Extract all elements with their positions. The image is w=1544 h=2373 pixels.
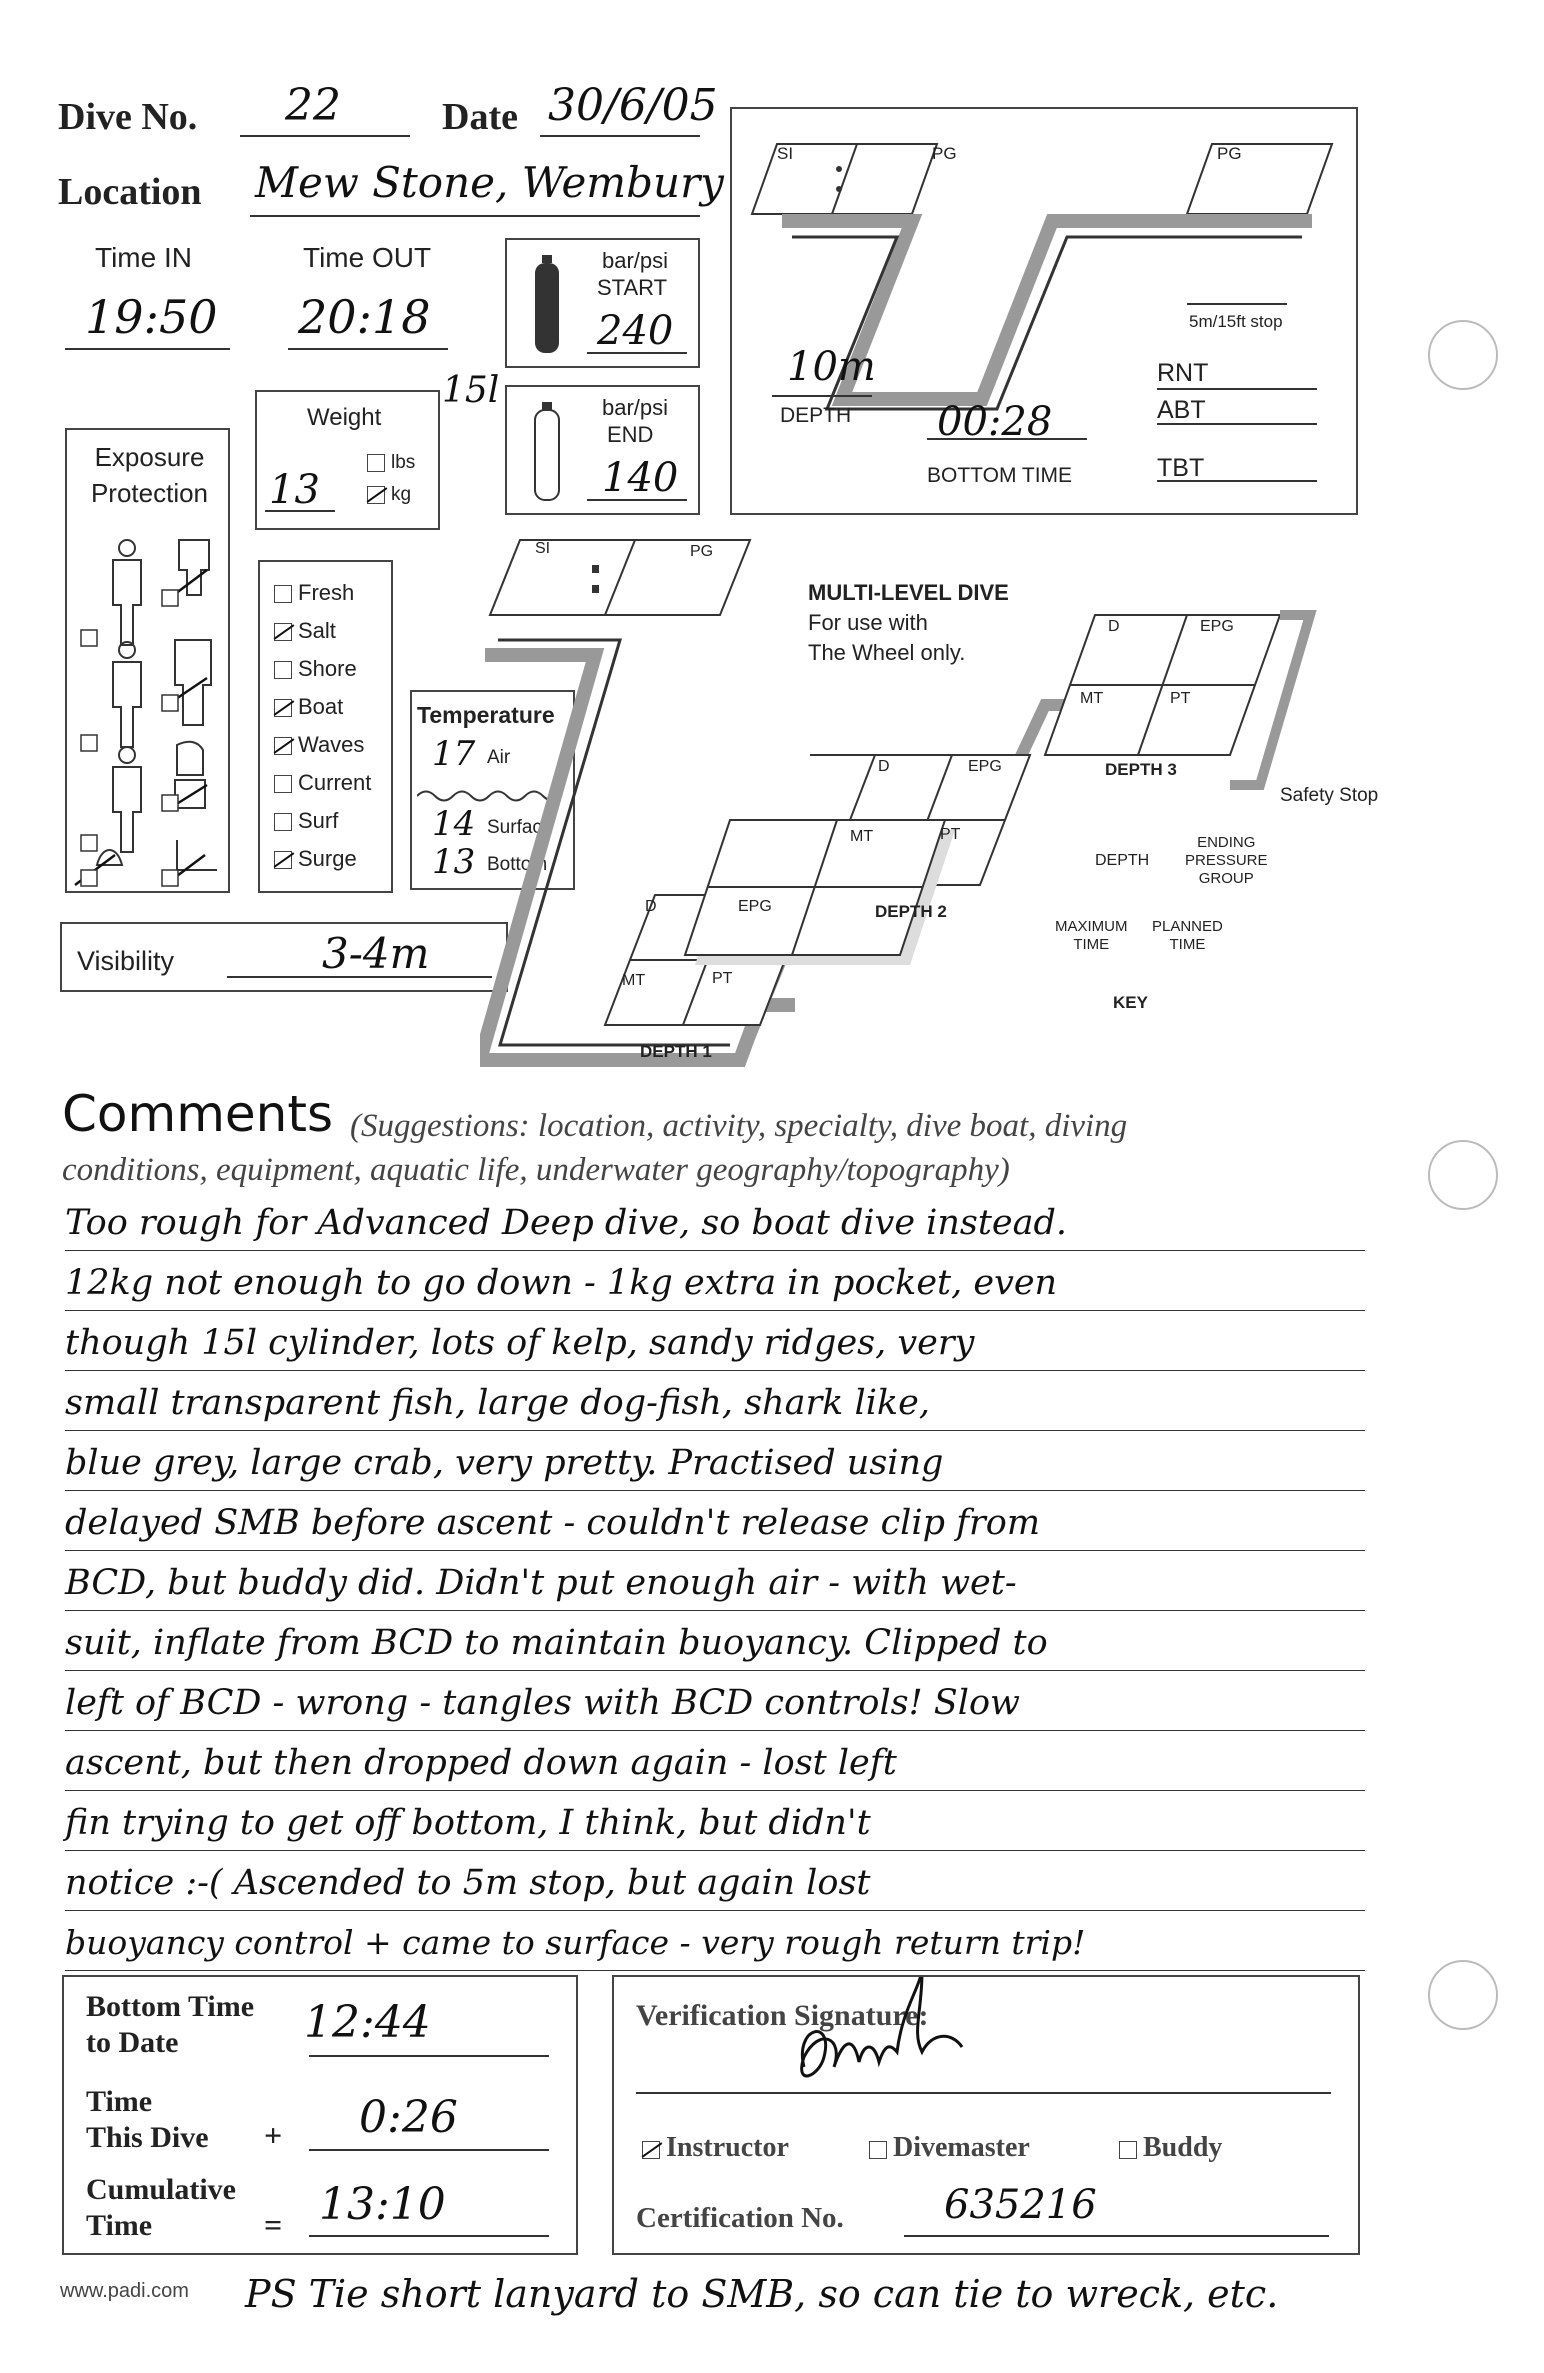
depth2-d-label: D bbox=[878, 758, 890, 775]
verification-label: Verification Signature: bbox=[636, 1999, 929, 2032]
key-group-label: GROUP bbox=[1198, 870, 1254, 887]
profile-bottom-time-label: BOTTOM TIME bbox=[927, 464, 1073, 487]
tank-start-label: START bbox=[597, 275, 668, 300]
profile-bottom-time-value: 00:28 bbox=[937, 399, 1053, 445]
comments-title: Comments bbox=[62, 1085, 334, 1143]
comment-rule-7 bbox=[65, 1610, 1365, 1611]
instructor-option bbox=[642, 2132, 789, 2164]
key-max-time-label: TIME bbox=[1073, 936, 1110, 953]
verification-box bbox=[612, 1975, 1360, 2255]
binder-hole-top bbox=[1428, 320, 1498, 390]
multilevel-subtitle-2: The Wheel only. bbox=[808, 640, 966, 665]
time-in-underline bbox=[65, 348, 230, 350]
depth1-pt-label: PT bbox=[712, 970, 733, 987]
depth3-label: DEPTH 3 bbox=[1105, 760, 1177, 779]
equals-sign: = bbox=[264, 2207, 283, 2243]
exposure-protection-box bbox=[65, 428, 230, 893]
comment-rule-8 bbox=[65, 1670, 1365, 1671]
time-out-underline bbox=[288, 348, 448, 350]
key-maximum-time bbox=[1055, 918, 1128, 954]
depth2-pt-label: PT bbox=[940, 826, 961, 843]
cum-value: 13:10 bbox=[319, 2179, 446, 2230]
visibility-value: 3-4m bbox=[322, 929, 430, 978]
key-planned-label: PLANNED bbox=[1152, 918, 1223, 935]
tank-end-underline bbox=[587, 499, 687, 501]
depth3-epg-label: EPG bbox=[1200, 618, 1234, 635]
key-plan-time-label: TIME bbox=[1169, 936, 1206, 953]
tank-start-unit: bar/psi bbox=[602, 248, 669, 273]
key-ending-pressure-group bbox=[1185, 834, 1268, 888]
surf-label: Surf bbox=[298, 808, 339, 833]
comment-line-2: 12kg not enough to go down - 1kg extra in pocket, even bbox=[65, 1263, 1058, 1303]
profile-tbt-label: TBT bbox=[1157, 454, 1205, 482]
plus-sign: + bbox=[264, 2117, 283, 2153]
cum-underline bbox=[309, 2235, 549, 2237]
comment-line-11: fin trying to get off bottom, I think, but didn't bbox=[65, 1803, 871, 1843]
divemaster-option bbox=[869, 2132, 1030, 2164]
temp-air-label: Air bbox=[487, 747, 511, 768]
comment-rule-13 bbox=[65, 1970, 1365, 1971]
condition-boat bbox=[274, 694, 391, 720]
boat-label: Boat bbox=[298, 694, 344, 719]
btd-label-1: Bottom Time bbox=[86, 1990, 255, 2023]
boat-checkbox[interactable] bbox=[274, 699, 292, 717]
multilevel-si-label: SI bbox=[535, 540, 551, 557]
key-pressure-label: PRESSURE bbox=[1185, 852, 1268, 869]
btd-label bbox=[86, 1989, 254, 2061]
cert-label: Certification No. bbox=[636, 2202, 844, 2234]
key-depth-label: DEPTH bbox=[1095, 852, 1150, 869]
tank-end-label: END bbox=[607, 422, 654, 447]
comment-line-4: small transparent fish, large dog-fish, shark like, bbox=[65, 1383, 930, 1423]
visibility-label: Visibility bbox=[77, 946, 175, 976]
lbs-label: lbs bbox=[391, 452, 416, 473]
temp-air-value: 17 bbox=[432, 734, 476, 774]
comment-line-8: suit, inflate from BCD to maintain buoyancy. Clipped to bbox=[65, 1623, 1048, 1663]
comment-line-13: buoyancy control + came to surface - very rough return trip! bbox=[65, 1923, 1086, 1962]
comment-line-5: blue grey, large crab, very pretty. Practised using bbox=[65, 1443, 944, 1483]
visibility-box bbox=[60, 922, 508, 992]
empty-tank-icon bbox=[529, 402, 565, 502]
divemaster-checkbox[interactable] bbox=[869, 2141, 887, 2159]
current-checkbox[interactable] bbox=[274, 775, 292, 793]
weight-lbs-option bbox=[367, 452, 415, 474]
depth1-d-label: D bbox=[645, 898, 657, 915]
comment-line-3: though 15l cylinder, lots of kelp, sandy ridges, very bbox=[65, 1323, 975, 1363]
bottom-time-totals-box bbox=[62, 1975, 578, 2255]
profile-rnt-label: RNT bbox=[1157, 359, 1209, 387]
condition-current bbox=[274, 770, 391, 796]
lbs-checkbox[interactable] bbox=[367, 454, 385, 472]
weight-label: Weight bbox=[307, 404, 382, 431]
surge-checkbox[interactable] bbox=[274, 851, 292, 869]
depth1-epg-label: EPG bbox=[738, 898, 772, 915]
comment-rule-3 bbox=[65, 1370, 1365, 1371]
comment-line-6: delayed SMB before ascent - couldn't release clip from bbox=[65, 1503, 1041, 1543]
tank-start-underline bbox=[587, 352, 687, 354]
padi-url: www.padi.com bbox=[60, 2280, 189, 2302]
cum-label-2: Time bbox=[86, 2209, 153, 2242]
comment-rule-11 bbox=[65, 1850, 1365, 1851]
shore-checkbox[interactable] bbox=[274, 661, 292, 679]
comment-line-12: notice :-( Ascended to 5m stop, but again lost bbox=[65, 1863, 871, 1903]
key-maximum-label: MAXIMUM bbox=[1055, 918, 1128, 935]
salt-checkbox[interactable] bbox=[274, 623, 292, 641]
key-label: KEY bbox=[1113, 993, 1148, 1012]
date-value: 30/6/05 bbox=[548, 80, 718, 131]
time-out-label: Time OUT bbox=[303, 242, 432, 273]
cert-value: 635216 bbox=[944, 2182, 1097, 2228]
waves-label: Waves bbox=[298, 732, 365, 757]
comment-rule-12 bbox=[65, 1910, 1365, 1911]
tdive-underline bbox=[309, 2149, 549, 2151]
location-underline bbox=[250, 215, 700, 217]
comment-line-10: ascent, but then dropped down again - lost left bbox=[65, 1743, 897, 1783]
dive-profile-diagram bbox=[732, 109, 1356, 513]
depth1-mt-label: MT bbox=[622, 972, 646, 989]
comment-line-7: BCD, but buddy did. Didn't put enough air - with wet- bbox=[65, 1563, 1017, 1603]
visibility-underline bbox=[227, 976, 492, 978]
weight-value: 13 bbox=[269, 467, 320, 513]
profile-stop-label: 5m/15ft stop bbox=[1189, 312, 1283, 331]
tank-end-unit: bar/psi bbox=[602, 395, 669, 420]
binder-hole-bottom bbox=[1428, 1960, 1498, 2030]
kg-label: kg bbox=[391, 484, 412, 505]
depth2-label: DEPTH 2 bbox=[875, 902, 947, 921]
tdive-label-1: Time bbox=[86, 2085, 153, 2118]
depth3-pt-label: PT bbox=[1170, 690, 1191, 707]
verification-signature bbox=[764, 1977, 1024, 2107]
comments-suggestion-1: (Suggestions: location, activity, specialty, dive boat, diving bbox=[350, 1108, 1128, 1144]
multilevel-title: MULTI-LEVEL DIVE bbox=[808, 580, 1009, 605]
buddy-checkbox[interactable] bbox=[1119, 2141, 1137, 2159]
depth3-d-label: D bbox=[1108, 618, 1120, 635]
conditions-box bbox=[258, 560, 393, 893]
temp-surface-label: Surface bbox=[487, 817, 553, 838]
comment-rule-9 bbox=[65, 1730, 1365, 1731]
multilevel-pg-label: PG bbox=[690, 543, 714, 560]
tank-end-box bbox=[505, 385, 700, 515]
tank-start-value: 240 bbox=[597, 308, 674, 354]
signature-underline bbox=[636, 2092, 1331, 2094]
profile-abt-label: ABT bbox=[1157, 396, 1206, 424]
profile-depth-value: 10m bbox=[787, 344, 876, 390]
buddy-label: Buddy bbox=[1143, 2132, 1223, 2163]
binder-hole-middle bbox=[1428, 1140, 1498, 1210]
temp-bottom-label: Bottom bbox=[487, 854, 548, 875]
time-in-label: Time IN bbox=[95, 242, 192, 273]
condition-waves bbox=[274, 732, 391, 758]
btd-label-2: to Date bbox=[86, 2026, 179, 2059]
exposure-label-1: Exposure bbox=[94, 442, 205, 472]
dive-no-underline bbox=[240, 135, 410, 137]
exposure-label-2: Protection bbox=[90, 478, 209, 508]
multilevel-subtitle-1: For use with bbox=[808, 610, 928, 635]
btd-value: 12:44 bbox=[304, 1997, 431, 2048]
profile-pg-label: PG bbox=[932, 144, 957, 163]
date-underline bbox=[540, 135, 700, 137]
comment-line-9: left of BCD - wrong - tangles with BCD controls! Slow bbox=[65, 1683, 1020, 1723]
depth1-label: DEPTH 1 bbox=[640, 1042, 712, 1061]
tank-end-value: 140 bbox=[602, 455, 679, 501]
comments-suggestion-2: conditions, equipment, aquatic life, underwater geography/topography) bbox=[62, 1152, 1010, 1188]
dive-no-label: Dive No. bbox=[58, 96, 198, 138]
weight-kg-option bbox=[367, 484, 411, 506]
tank-start-box bbox=[505, 238, 700, 368]
profile-si-label: SI bbox=[777, 144, 794, 163]
profile-pg2-label: PG bbox=[1217, 144, 1242, 163]
comment-rule-1 bbox=[65, 1250, 1365, 1251]
comment-rule-5 bbox=[65, 1490, 1365, 1491]
dive-profile-box bbox=[730, 107, 1358, 515]
condition-fresh bbox=[274, 580, 391, 606]
cylinder-size-note: 15l bbox=[442, 370, 500, 411]
weight-box bbox=[255, 390, 440, 530]
tdive-label-2: This Dive bbox=[86, 2121, 209, 2154]
weight-underline bbox=[265, 510, 335, 512]
condition-surge bbox=[274, 846, 391, 872]
fresh-checkbox[interactable] bbox=[274, 585, 292, 603]
location-value: Mew Stone, Wembury bbox=[255, 158, 724, 207]
key-planned-time bbox=[1152, 918, 1223, 954]
fresh-label: Fresh bbox=[298, 580, 355, 605]
condition-shore bbox=[274, 656, 391, 682]
comment-rule-6 bbox=[65, 1550, 1365, 1551]
condition-salt bbox=[274, 618, 391, 644]
surge-label: Surge bbox=[298, 846, 357, 871]
exposure-suit-icons bbox=[67, 530, 228, 890]
surf-checkbox[interactable] bbox=[274, 813, 292, 831]
comment-rule-10 bbox=[65, 1790, 1365, 1791]
depth3-mt-label: MT bbox=[1080, 690, 1104, 707]
depth2-mt-label: MT bbox=[850, 828, 874, 845]
ps-note: PS Tie short lanyard to SMB, so can tie to wreck, etc. bbox=[245, 2272, 1279, 2316]
key-ending-label: ENDING bbox=[1197, 834, 1256, 851]
divemaster-label: Divemaster bbox=[893, 2132, 1030, 2163]
time-out-value: 20:18 bbox=[298, 290, 431, 344]
tdive-value: 0:26 bbox=[359, 2092, 458, 2143]
profile-depth-label: DEPTH bbox=[780, 404, 852, 427]
comment-line-1: Too rough for Advanced Deep dive, so boat dive instead. bbox=[65, 1203, 1068, 1243]
current-label: Current bbox=[298, 770, 372, 795]
instructor-label: Instructor bbox=[666, 2132, 789, 2163]
shore-label: Shore bbox=[298, 656, 357, 681]
depth2-epg-label: EPG bbox=[968, 758, 1002, 775]
instructor-checkbox[interactable] bbox=[642, 2141, 660, 2159]
safety-stop-label: Safety Stop bbox=[1280, 785, 1379, 806]
dive-no-value: 22 bbox=[285, 80, 341, 131]
waves-checkbox[interactable] bbox=[274, 737, 292, 755]
salt-label: Salt bbox=[298, 618, 336, 643]
buddy-option bbox=[1119, 2132, 1222, 2164]
comment-rule-4 bbox=[65, 1430, 1365, 1431]
kg-checkbox[interactable] bbox=[367, 486, 385, 504]
temp-surface-value: 14 bbox=[432, 804, 476, 844]
btd-underline bbox=[309, 2055, 549, 2057]
cert-underline bbox=[904, 2235, 1329, 2237]
condition-surf bbox=[274, 808, 391, 834]
multilevel-diagram bbox=[480, 535, 1380, 1075]
time-in-value: 19:50 bbox=[85, 290, 218, 344]
date-label: Date bbox=[442, 96, 518, 138]
full-tank-icon bbox=[529, 255, 565, 355]
comment-rule-2 bbox=[65, 1310, 1365, 1311]
temp-bottom-value: 13 bbox=[432, 842, 476, 882]
tdive-label bbox=[86, 2084, 209, 2156]
location-label: Location bbox=[58, 171, 202, 213]
temperature-label: Temperature bbox=[417, 702, 555, 728]
cum-label-1: Cumulative bbox=[86, 2173, 236, 2206]
cum-label bbox=[86, 2172, 236, 2244]
